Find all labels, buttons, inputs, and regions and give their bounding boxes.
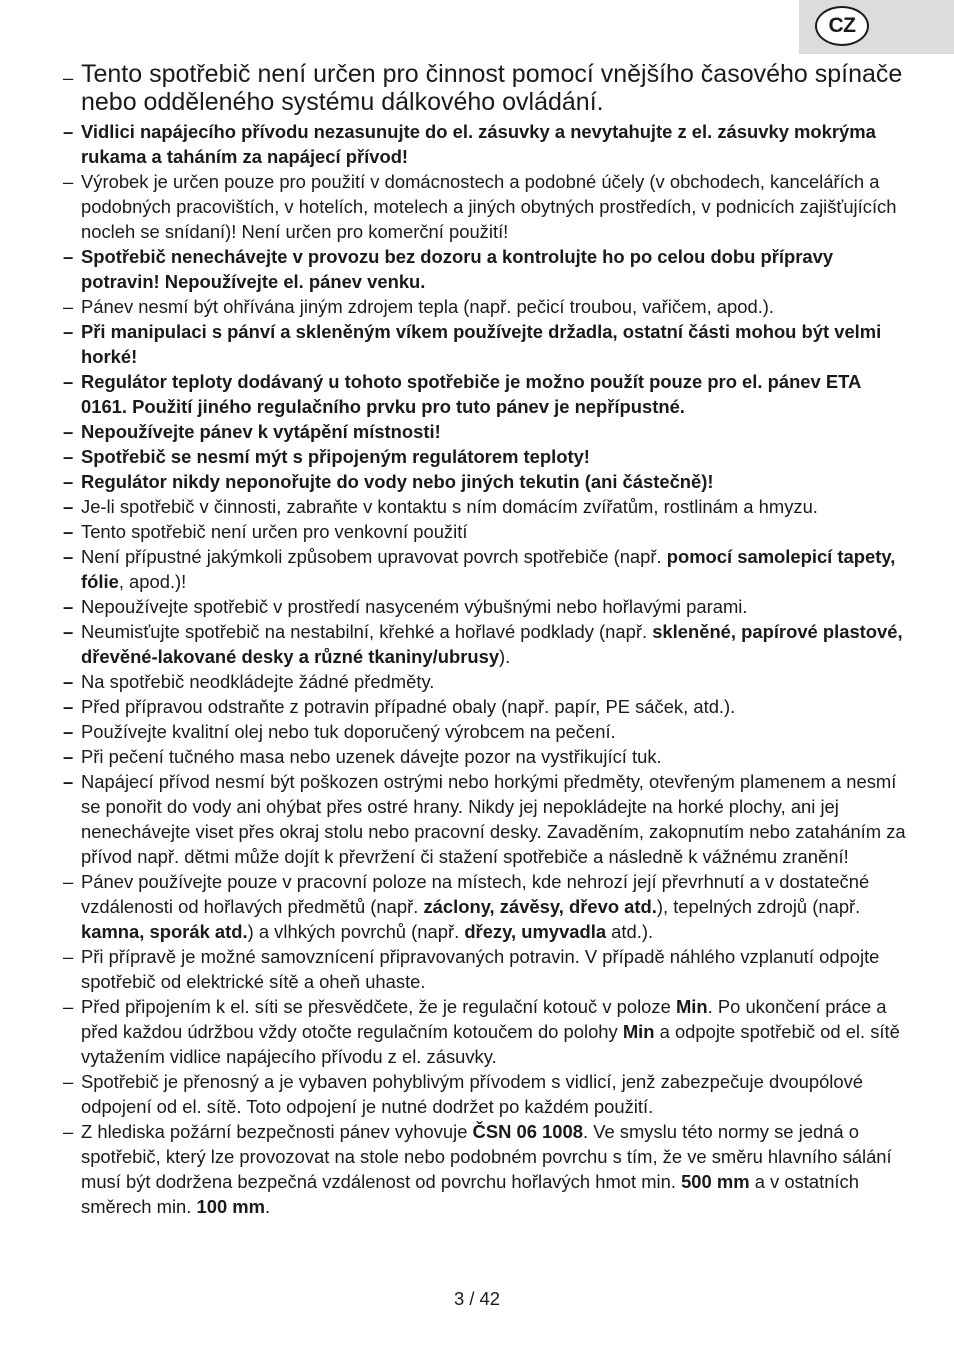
list-item-text: Tento spotřebič není určen pro činnost pomocí vnějšího časového spínače nebo odděleného systému dálkového ovládání.: [81, 60, 903, 116]
list-dash: –: [63, 1121, 74, 1142]
list-item: [63, 619, 908, 669]
list-item: [63, 119, 908, 169]
list-dash: –: [63, 946, 74, 967]
list-item: [63, 1119, 908, 1219]
list-item-text: Napájecí přívod nesmí být poškozen ostrými nebo horkými předměty, otevřeným plamenem a nesmí se ponořit do vody ani ohýbat přes ostré hrany. Nikdy jej nepokládejte na horké plochy, ani jej nenechávejte viset přes okraj stolu nebo pracovní desky. Zavaděním, zakopnutím nebo zataháním za přívod např. dětmi může dojít k převržení či stažení spotřebiče a následně k vážnému zranění!: [81, 771, 906, 867]
list-item: [63, 319, 908, 369]
list-dash: –: [63, 546, 74, 567]
list-item-text: Spotřebič je přenosný a je vybaven pohyblivým přívodem s vidlicí, jenž zabezpečuje dvoupólové odpojení od el. sítě. Toto odpojení je nutné dodržet po každém použití.: [81, 1071, 864, 1117]
list-item-text: Při manipulaci s pánví a skleněným víkem používejte držadla, ostatní části mohou být velmi horké!: [81, 321, 882, 367]
list-item-text: Před přípravou odstraňte z potravin případné obaly (např. papír, PE sáček, atd.).: [81, 696, 736, 717]
list-item-text: Před připojením k el. síti se přesvědčete, že je regulační kotouč v poloze Min. Po ukončení práce a před každou údržbou vždy otočte regulačním kotoučem do polohy Min a odpojte spotřebič od el. sítě vytažením vidlice napájecího přívodu z el. zásuvky.: [81, 996, 900, 1067]
list-item-text: Při pečení tučného masa nebo uzenek dávejte pozor na vystřikující tuk.: [81, 746, 662, 767]
list-item: [63, 544, 908, 594]
list-item: [63, 369, 908, 419]
list-item: [63, 994, 908, 1069]
list-item: [63, 869, 908, 944]
list-item: [63, 244, 908, 294]
safety-instructions: [63, 60, 908, 1219]
list-dash: –: [63, 246, 74, 267]
list-dash: –: [63, 321, 74, 342]
list-item: [63, 519, 908, 544]
list-item-text: Spotřebič nenechávejte v provozu bez dozoru a kontrolujte ho po celou dobu přípravy potravin! Nepoužívejte el. pánev venku.: [81, 246, 834, 292]
list-item: [63, 744, 908, 769]
list-item-text: Nepoužívejte spotřebič v prostředí nasyceném výbušnými nebo hořlavými parami.: [81, 596, 748, 617]
list-dash: –: [63, 371, 74, 392]
list-item: [63, 294, 908, 319]
list-item: [63, 1069, 908, 1119]
list-dash: –: [63, 671, 74, 692]
list-dash: –: [63, 67, 74, 88]
language-badge: CZ: [815, 6, 869, 46]
list-item-text: Vidlici napájecího přívodu nezasunujte do el. zásuvky a nevytahujte z el. zásuvky mokrýma rukama a taháním za napájecí přívod!: [81, 121, 876, 167]
list-item-text: Používejte kvalitní olej nebo tuk doporučený výrobcem na pečení.: [81, 721, 616, 742]
list-item-text: Je-li spotřebič v činnosti, zabraňte v kontaktu s ním domácím zvířatům, rostlinám a hmyzu.: [81, 496, 818, 517]
list-item-text: Regulátor teploty dodávaný u tohoto spotřebiče je možno použít pouze pro el. pánev ETA 0161. Použití jiného regulačního prvku pro tuto pánev je nepřípustné.: [81, 371, 861, 417]
list-item-text: Spotřebič se nesmí mýt s připojeným regulátorem teploty!: [81, 446, 590, 467]
list-dash: –: [63, 696, 74, 717]
list-dash: –: [63, 871, 74, 892]
list-item-text: Pánev používejte pouze v pracovní poloze na místech, kde nehrozí její převrhnutí a v dostatečné vzdálenosti od hořlavých předmětů (např. záclony, závěsy, dřevo atd.), tepelných zdrojů (např. kamna, sporák atd.) a vlhkých povrchů (např. dřezy, umyvadla atd.).: [81, 871, 870, 942]
list-item: [63, 719, 908, 744]
list-item: [63, 594, 908, 619]
list-item-text: Při přípravě je možné samovznícení připravovaných potravin. V případě náhlého vzplanutí odpojte spotřebič od elektrické sítě a oheň uhaste.: [81, 946, 880, 992]
list-dash: –: [63, 171, 74, 192]
list-item: [63, 444, 908, 469]
list-dash: –: [63, 521, 74, 542]
list-item: [63, 419, 908, 444]
list-dash: –: [63, 421, 74, 442]
list-item-text: Na spotřebič neodkládejte žádné předměty.: [81, 671, 435, 692]
list-item: [63, 694, 908, 719]
list-dash: –: [63, 471, 74, 492]
list-dash: –: [63, 746, 74, 767]
list-dash: –: [63, 621, 74, 642]
list-item-text: Nepoužívejte pánev k vytápění místnosti!: [81, 421, 441, 442]
list-item-text: Není přípustné jakýmkoli způsobem upravovat povrch spotřebiče (např. pomocí samolepicí tapety, fólie, apod.)!: [81, 546, 896, 592]
list-dash: –: [63, 1071, 74, 1092]
list-dash: –: [63, 596, 74, 617]
list-dash: –: [63, 446, 74, 467]
list-item: [63, 60, 908, 116]
list-dash: –: [63, 771, 74, 792]
list-item: [63, 494, 908, 519]
list-item-text: Výrobek je určen pouze pro použití v domácnostech a podobné účely (v obchodech, kancelářích a podobných pracovištích, v hotelích, motelech a jiných obytných prostředích, v podnicích zajišťujících nocleh se snídaní)! Není určen pro komerční použití!: [81, 171, 897, 242]
list-item: [63, 769, 908, 869]
list-item-text: Pánev nesmí být ohřívána jiným zdrojem tepla (např. pečicí troubou, vařičem, apod.).: [81, 296, 775, 317]
list-item-text: Regulátor nikdy neponořujte do vody nebo jiných tekutin (ani částečně)!: [81, 471, 714, 492]
page-number: 3 / 42: [453, 1288, 500, 1309]
language-tab: [799, 0, 954, 54]
list-dash: –: [63, 121, 74, 142]
list-item: [63, 944, 908, 994]
list-dash: –: [63, 721, 74, 742]
list-dash: –: [63, 496, 74, 517]
list-dash: –: [63, 296, 74, 317]
list-item: [63, 169, 908, 244]
list-dash: –: [63, 996, 74, 1017]
list-item-text: Tento spotřebič není určen pro venkovní použití: [81, 521, 468, 542]
list-item: [63, 469, 908, 494]
list-item: [63, 669, 908, 694]
list-item-text: Z hlediska požární bezpečnosti pánev vyhovuje ČSN 06 1008. Ve smyslu této normy se jedná o spotřebič, který lze provozovat na stole nebo podobném povrchu s tím, že ve směru hlavního sálání musí být dodržena bezpečná vzdálenost od povrchu hořlavých hmot min. 500 mm a v ostatních směrech min. 100 mm.: [81, 1121, 892, 1217]
list-item-text: Neumisťujte spotřebič na nestabilní, křehké a hořlavé podklady (např. skleněné, papírové plastové, dřevěné-lakované desky a různé tkaniny/ubrusy).: [81, 621, 903, 667]
